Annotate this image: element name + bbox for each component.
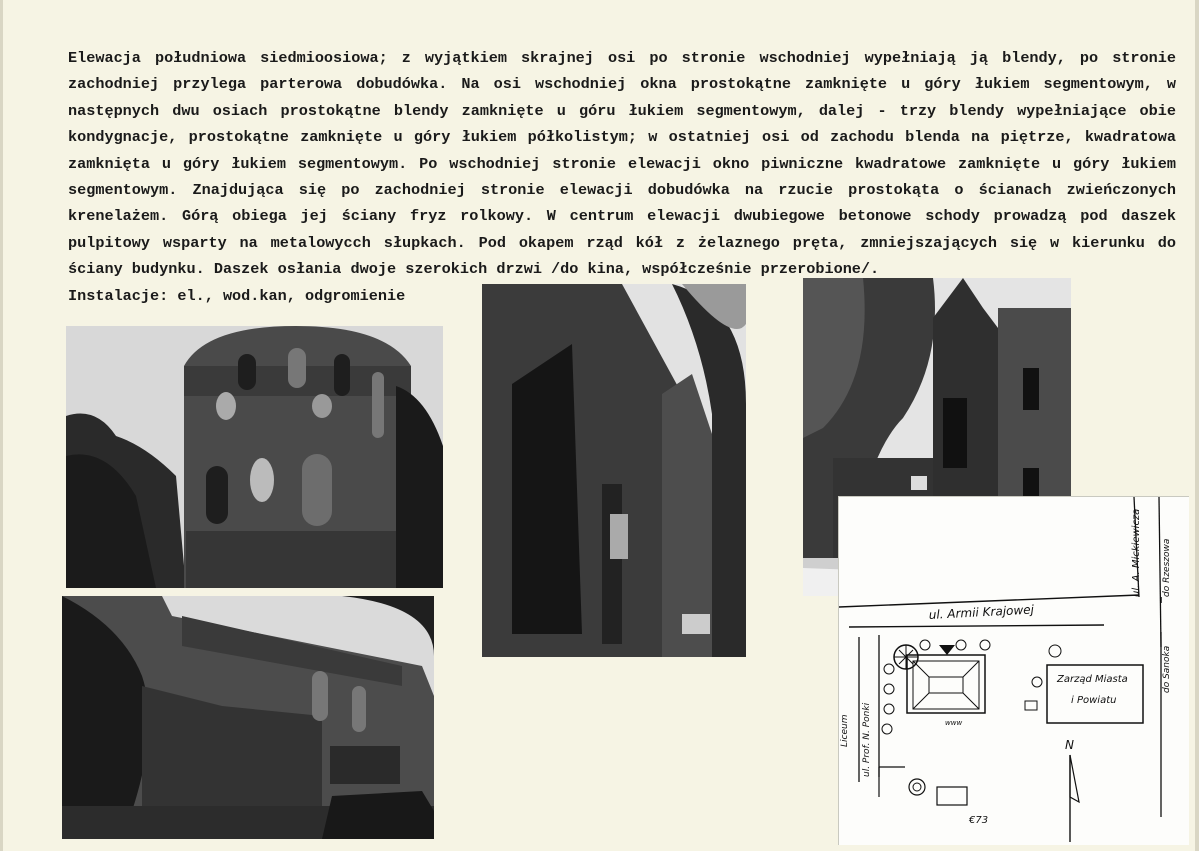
street-armii-krajowej: ul. Armii Krajowej [928, 602, 1035, 622]
street-mickiewicza: ul. A. Mickiewicza [1131, 508, 1142, 597]
installations-line: Instalacje: el., wod.kan, odgromienie [68, 286, 406, 305]
north-label: N [1065, 738, 1074, 752]
map-scale: €73 [969, 815, 989, 826]
description-paragraph: Elewacja południowa siedmioosiowa; z wyjątkiem skrajnej osi po stronie wschodniej wypełniają ją blendy, po stronie zachodniej przylega parterowa dobudówka. Na osi wschodniej okna prostokątne zamknięte u góry łukiem segmentowym, w następnych dwu osiach prostokątne blendy zamknięte u góru łukiem segmentowym, dalej - trzy blendy wypełniające obie kondygnacje, prostokątne zamknięte u góry łukiem półkolistym; w ostatniej osi od zachodu blenda na piętrze, kwadratowa zamknięta u góry łukiem segmentowym. Po wschodniej stronie elewacji okno piwniczne kwadratowe zamknięte u góry łukiem segmentowym. Znajdująca się po zachodniej stronie elewacji dobudówka na rzucie prostokąta o ścianach zwieńczonych krenelażem. Górą obiega jej ściany fryz rolkowy. W centrum elewacji dwubiegowe betonowe schody prowadzą pod daszek pulpitowy wsparty na metalowycch słupkach. Pod okapem rząd kół z żelaznego pręta, zmniejszających się w kierunku do ściany budynku. Daszek osłania dwoje szerokich drzwi /do kina, współcześnie przerobione/. [68, 49, 1176, 279]
street-ponki: ul. Prof. N. Ponki [862, 702, 872, 777]
to-rzeszow: do Rzeszowa [1162, 538, 1172, 597]
building-label: www [945, 719, 963, 727]
office-name-line1: Zarząd Miasta [1057, 674, 1128, 685]
office-name-line2: i Powiatu [1071, 695, 1117, 706]
to-sanok: do Sanoka [1162, 645, 1172, 693]
photo-annex [62, 596, 434, 839]
photo-side-wall [482, 284, 746, 657]
photo-tower [66, 326, 443, 588]
location-map [838, 496, 1189, 845]
liceum-label: Liceum [840, 714, 850, 747]
description-block [68, 45, 1176, 309]
